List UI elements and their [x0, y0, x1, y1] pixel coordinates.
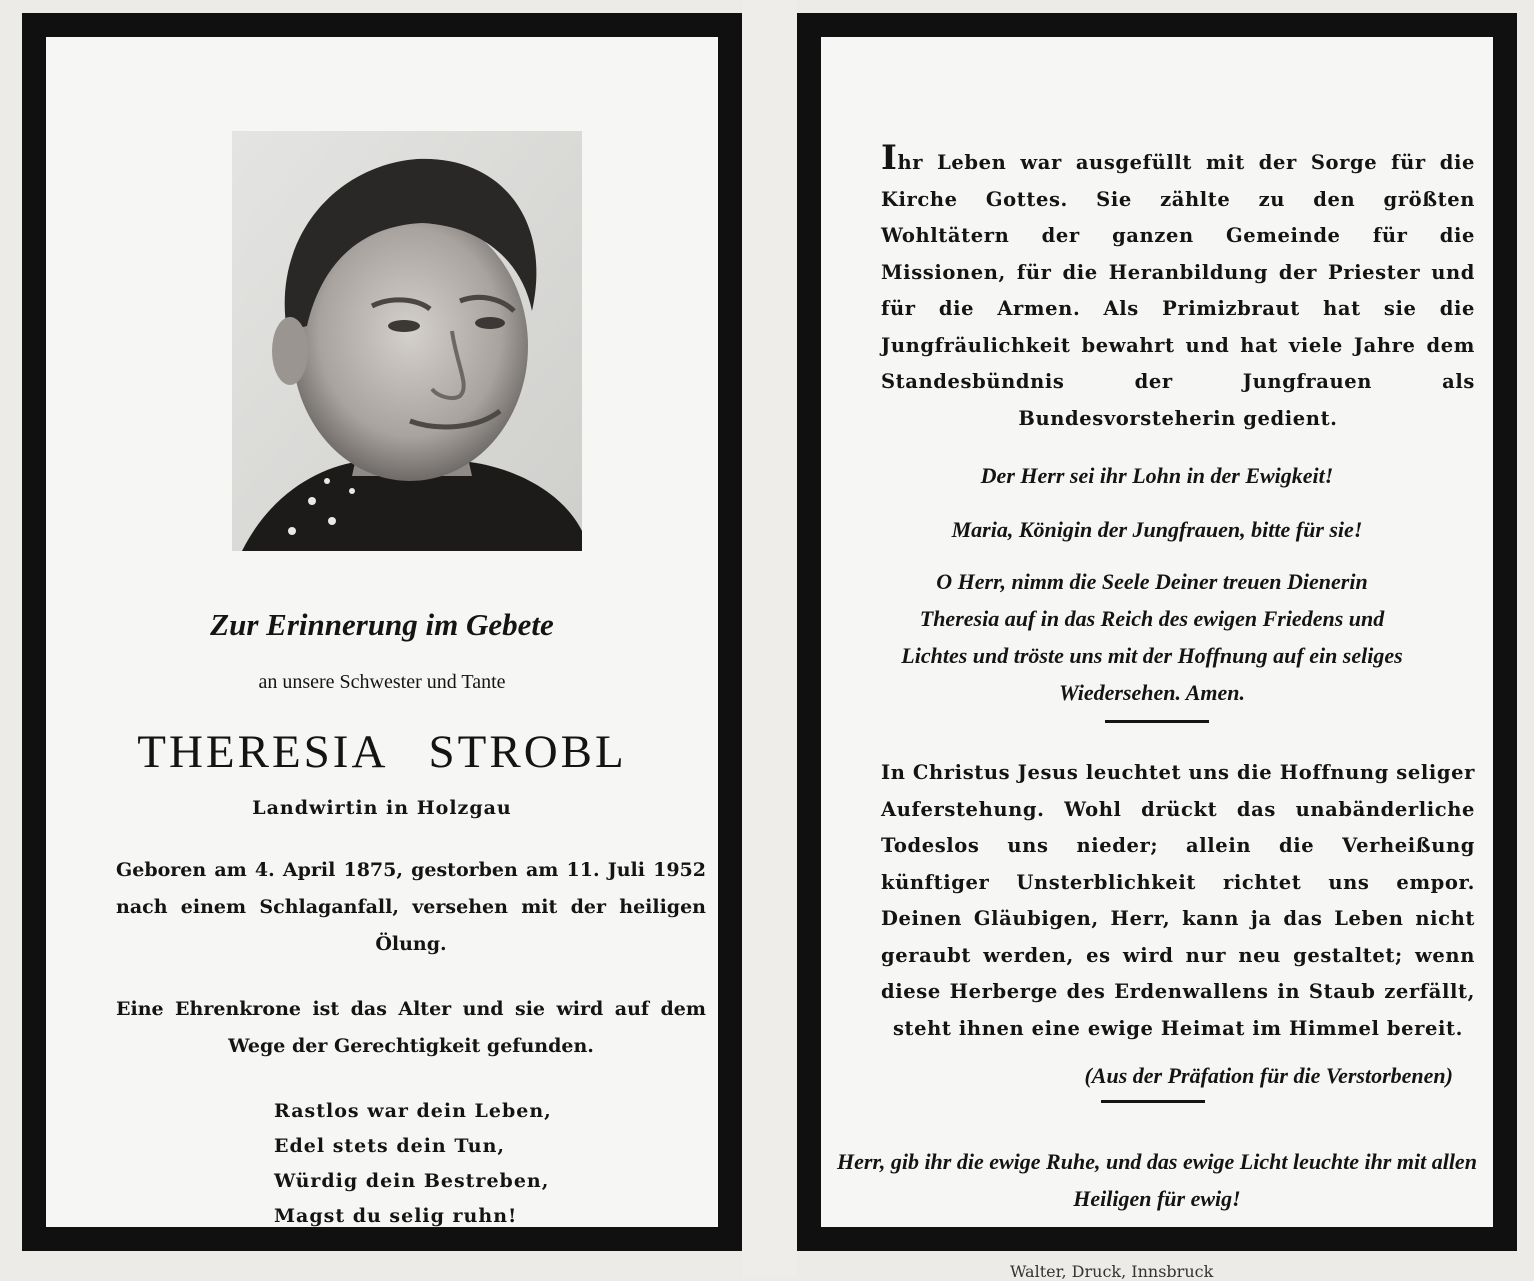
occupation: Landwirtin in Holzgau — [252, 797, 512, 819]
portrait-photo — [232, 131, 582, 551]
proverb-quote: Eine Ehrenkrone ist das Alter und sie wird auf dem Wege der Gerechtigkeit gefunden. — [116, 998, 706, 1057]
card-fold — [742, 0, 797, 1277]
poem — [274, 1094, 552, 1234]
divider — [1105, 720, 1209, 723]
prayer-reward: Der Herr sei ihr Lohn in der Ewigkeit! — [980, 463, 1334, 488]
portrait-illustration — [232, 131, 582, 551]
poem-line: Magst du selig ruhn! — [274, 1205, 518, 1227]
prayer-mary: Maria, Königin der Jungfrauen, bitte für sie! — [951, 517, 1363, 542]
deceased-name: THERESIA STROBL — [137, 726, 627, 778]
printer-imprint: Walter, Druck, Innsbruck — [1010, 1262, 1214, 1281]
preface-source: (Aus der Präfation für die Verstorbenen) — [1084, 1063, 1453, 1088]
poem-line: Würdig dein Bestreben, — [274, 1170, 550, 1192]
subtitle: an unsere Schwester und Tante — [258, 671, 506, 693]
closing-prayer: Herr, gib ihr die ewige Ruhe, und das ewige Licht leuchte ihr mit allen Heiligen für ewig! — [837, 1149, 1477, 1211]
poem-line: Rastlos war dein Leben, — [274, 1100, 552, 1122]
poem-line: Edel stets dein Tun, — [274, 1135, 505, 1157]
right-panel — [797, 13, 1517, 1251]
title: Zur Erinnerung im Gebete — [210, 607, 554, 642]
left-panel — [22, 13, 742, 1251]
biography-paragraph — [881, 138, 1475, 437]
prayer-soul: O Herr, nimm die Seele Deiner treuen Dienerin Theresia auf in das Reich des ewigen Friedens und Lichtes und tröste uns mit der Hoffnung auf ein seliges Wiedersehen. Amen. — [901, 569, 1403, 705]
life-dates: Geboren am 4. April 1875, gestorben am 11. Juli 1952 nach einem Schlaganfall, versehen mit der heiligen Ölung. — [116, 859, 706, 955]
preface-paragraph: In Christus Jesus leuchtet uns die Hoffnung seliger Auferstehung. Wohl drückt das unabänderliche Todeslos uns nieder; allein die Verheißung künftiger Unsterblichkeit richtet uns empor. Deinen Gläubigen, Herr, kann ja das Leben nicht geraubt werden, es wird nur neu gestaltet; wenn diese Herberge des Erdenwallens in Staub zerfällt, steht ihnen eine ewige Heimat im Himmel bereit. — [881, 761, 1475, 1040]
biography-text: hr Leben war ausgefüllt mit der Sorge für die Kirche Gottes. Sie zählte zu den größten Wohltätern der ganzen Gemeinde für die Missionen, für die Heranbildung der Priester und für die Armen. Als Primizbraut hat sie die Jungfräulichkeit bewahrt und hat viele Jahre dem Standesbündnis der Jungfrauen als Bundesvorsteherin gedient. — [881, 151, 1475, 430]
drop-cap: I — [881, 138, 898, 178]
divider — [1101, 1100, 1205, 1103]
